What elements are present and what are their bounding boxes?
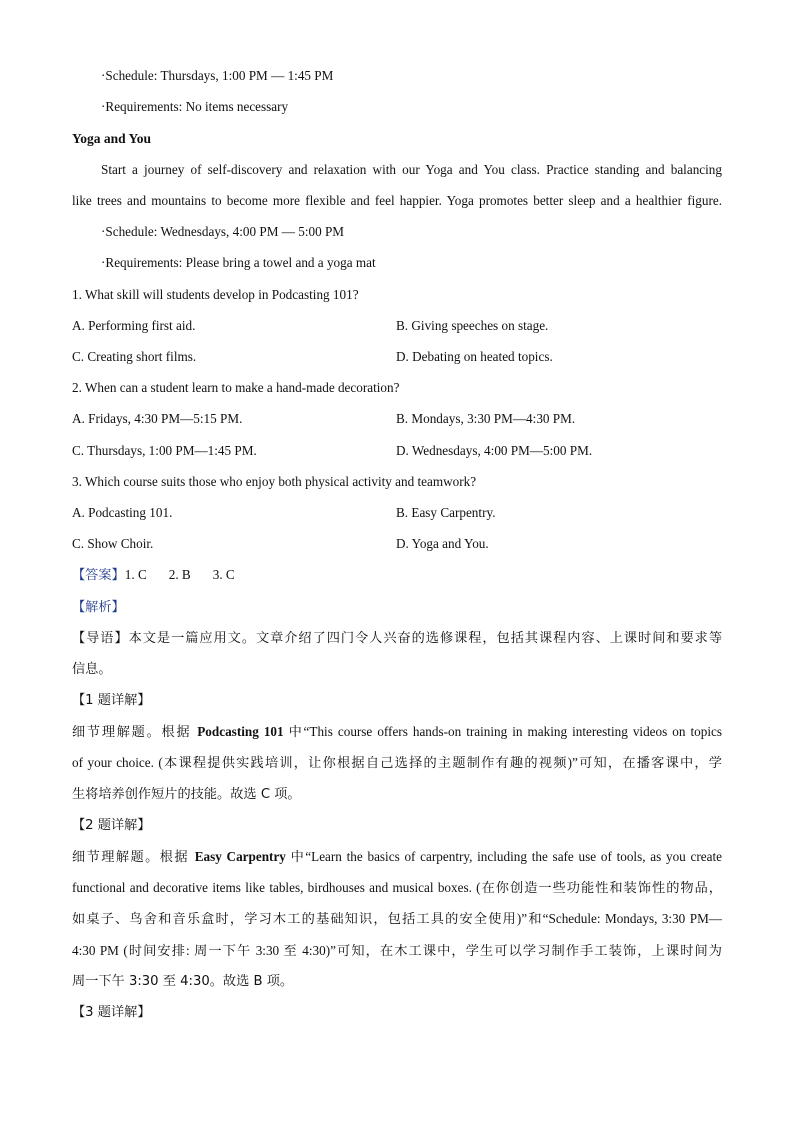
answer-2: 2. B [168,567,191,582]
question-3-stem: 3. Which course suits those who enjoy both physical activity and teamwork? [72,474,477,489]
answer-line [72,566,722,585]
carpentry-schedule: ·Schedule: Thursdays, 1:00 PM — 1:45 PM [101,68,334,83]
intro-line2: 信息。 [72,662,112,677]
question-2-stem: 2. When can a student learn to make a hand-made decoration? [72,380,400,395]
q2-detail-line2: functional and decorative items like tables, birdhouses and musical boxes. (在你创造一些功能性和装饰性的物品， [72,880,722,895]
question-1-option-d: D. Debating on heated topics. [396,349,553,364]
question-3-option-b: B. Easy Carpentry. [396,505,496,520]
easy-carpentry-bold: Easy Carpentry [194,849,286,864]
yoga-title: Yoga and You [72,131,152,146]
yoga-paragraph-line2: like trees and mountains to become more flexible and feel happier. Yoga promotes better sleep and a healthier figure. [72,193,722,208]
question-2-option-b: B. Mondays, 3:30 PM—4:30 PM. [396,411,576,426]
q2-detail-line3: 如桌子、鸟舍和音乐盒时，学习木工的基础知识，包括工具的安全使用)”和“Schedule: Mondays, 3:30 PM— [72,911,722,926]
intro-label: 【导语】 [72,631,129,646]
q2-detail-line5: 周一下午 3:30 至 4:30。故选 B 项。 [72,974,294,989]
yoga-requirements: ·Requirements: Please bring a towel and a yoga mat [101,255,376,270]
q1-detail-line1: 细节理解题。根据 Podcasting 101 中“This course offers hands-on training in making interesting videos on topics [72,724,722,740]
yoga-paragraph-line1: Start a journey of self-discovery and relaxation with our Yoga and You class. Practice standing and balancing [101,162,722,177]
question-1-stem: 1. What skill will students develop in Podcasting 101? [72,287,359,302]
carpentry-requirements: ·Requirements: No items necessary [101,99,289,114]
question-3-option-c: C. Show Choir. [72,536,154,551]
answer-3: 3. C [212,567,235,582]
q1-detail-line2: of your choice. (本课程提供实践培训，让你根据自己选择的主题制作有趣的视频)”可知，在播客课中，学 [72,755,722,770]
yoga-schedule: ·Schedule: Wednesdays, 4:00 PM — 5:00 PM [101,224,345,239]
analysis-label: 【解析】 [72,600,125,615]
question-2-option-c: C. Thursdays, 1:00 PM—1:45 PM. [72,443,257,458]
q1-detail-line3: 生将培养创作短片的技能。故选 C 项。 [72,787,301,802]
answer-1: 1. C [124,567,147,582]
question-3-option-d: D. Yoga and You. [396,536,489,551]
podcasting-bold: Podcasting 101 [197,724,284,739]
intro-line1: 【导语】本文是一篇应用文。文章介绍了四门令人兴奋的选修课程，包括其课程内容、上课时间和要求等 [72,631,722,646]
q1-detail-label: 【1 题详解】 [72,693,151,708]
question-2-option-d: D. Wednesdays, 4:00 PM—5:00 PM. [396,443,593,458]
answer-label: 【答案】 [72,568,125,583]
question-3-option-a: A. Podcasting 101. [72,505,173,520]
q2-detail-label: 【2 题详解】 [72,818,151,833]
question-1-option-b: B. Giving speeches on stage. [396,318,549,333]
q3-detail-label: 【3 题详解】 [72,1005,151,1020]
question-1-option-c: C. Creating short films. [72,349,197,364]
question-1-option-a: A. Performing first aid. [72,318,196,333]
question-2-option-a: A. Fridays, 4:30 PM—5:15 PM. [72,411,243,426]
q2-detail-line1: 细节理解题。根据 Easy Carpentry 中“Learn the basics of carpentry, including the safe use of tools, as you create [72,849,722,865]
q2-detail-line4: 4:30 PM (时间安排: 周一下午 3:30 至 4:30)”可知，在木工课中，学生可以学习制作手工装饰，上课时间为 [72,943,722,958]
